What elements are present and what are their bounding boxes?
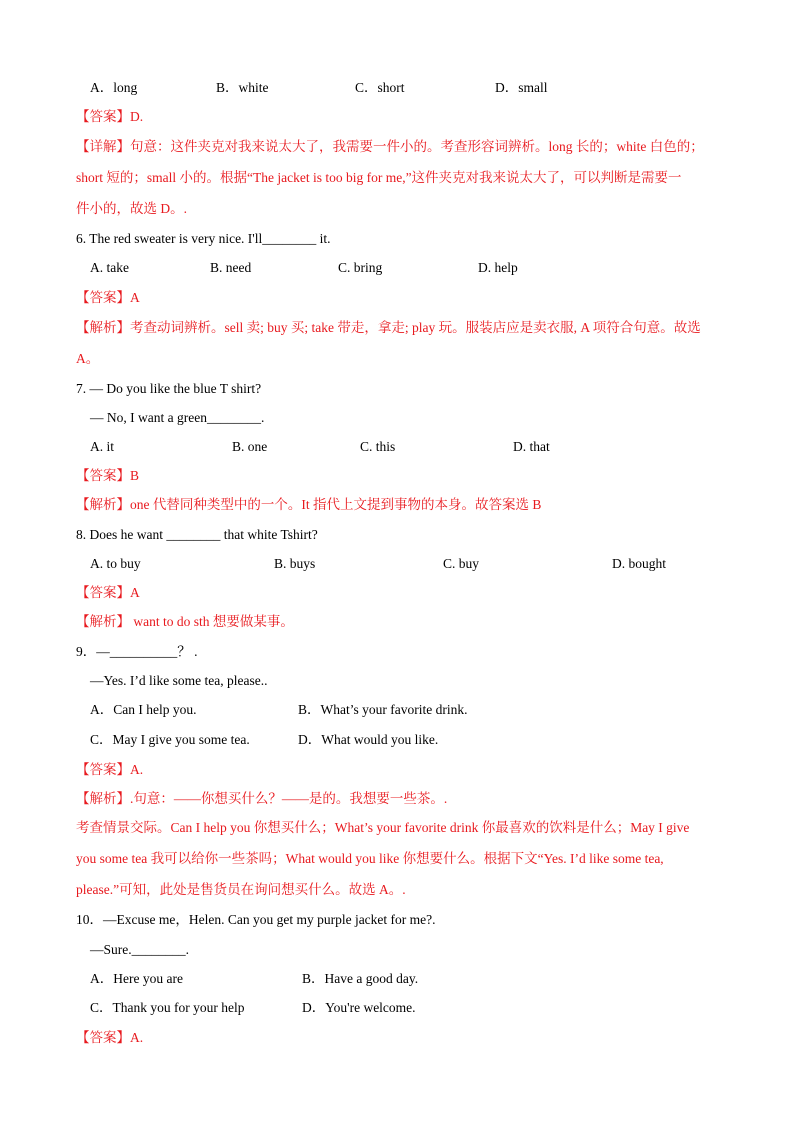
q9-stem-line-1: 9．—__________？ . bbox=[76, 644, 198, 659]
q7-stem-line-2: — No, I want a green________. bbox=[90, 410, 265, 425]
q9-stem-line-2: —Yes. I’d like some tea, please.. bbox=[90, 673, 268, 688]
q5-answer: 【答案】D. bbox=[76, 109, 144, 124]
q9-explain-line-2: 考查情景交际。Can I help you 你想买什么；What’s your favorite drink 你最喜欢的饮料是什么；May I give bbox=[76, 820, 690, 835]
q5-option-a: A．long bbox=[90, 80, 138, 95]
q5-option-b: B．white bbox=[216, 80, 269, 95]
q9-answer: 【答案】A. bbox=[76, 762, 144, 777]
q9-option-d: D．What would you like. bbox=[298, 732, 439, 747]
q5-explain-line-3: 件小的，故选 D。. bbox=[76, 201, 187, 216]
q8-stem: 8. Does he want ________ that white Tshirt? bbox=[76, 527, 318, 542]
q6-option-b: B. need bbox=[210, 260, 252, 275]
q10-answer: 【答案】A. bbox=[76, 1030, 144, 1045]
q7-option-b: B. one bbox=[232, 439, 268, 454]
q7-answer: 【答案】B bbox=[76, 468, 140, 483]
q7-option-a: A. it bbox=[90, 439, 115, 454]
q8-option-a: A. to buy bbox=[90, 556, 141, 571]
q8-option-b: B. buys bbox=[274, 556, 316, 571]
q8-option-d: D. bought bbox=[612, 556, 666, 571]
q6-option-a: A. take bbox=[90, 260, 129, 275]
q6-option-c: C. bring bbox=[338, 260, 383, 275]
q8-explain-line-1: 【解析】 want to do sth 想要做某事。 bbox=[76, 614, 294, 629]
q8-option-c: C. buy bbox=[443, 556, 480, 571]
q10-option-b: B．Have a good day. bbox=[302, 971, 419, 986]
q5-option-d: D．small bbox=[495, 80, 548, 95]
q9-option-a: A．Can I help you. bbox=[90, 702, 197, 717]
q10-option-c: C．Thank you for your help bbox=[90, 1000, 245, 1015]
q9-option-c: C．May I give you some tea. bbox=[90, 732, 250, 747]
q9-explain-line-4: please.”可知，此处是售货员在询问想买什么。故选 A。. bbox=[76, 882, 406, 897]
q10-stem-line-1: 10．—Excuse me，Helen. Can you get my purple jacket for me?. bbox=[76, 912, 436, 927]
q9-explain-line-1: 【解析】.句意：——你想买什么？——是的。我想要一些茶。. bbox=[76, 791, 448, 806]
q7-explain-line-1: 【解析】one 代替同种类型中的一个。It 指代上文提到事物的本身。故答案选 B bbox=[76, 497, 542, 512]
q10-option-a: A．Here you are bbox=[90, 971, 183, 986]
q6-answer: 【答案】A bbox=[76, 290, 140, 305]
q7-option-c: C. this bbox=[360, 439, 396, 454]
q9-option-b: B．What’s your favorite drink. bbox=[298, 702, 468, 717]
q5-explain-line-2: short 短的；small 小的。根据“The jacket is too big for me,”这件夹克对我来说太大了，可以判断是需要一 bbox=[76, 170, 682, 185]
q7-option-d: D. that bbox=[513, 439, 550, 454]
q10-stem-line-2: —Sure.________. bbox=[90, 942, 189, 957]
q5-explain-line-1: 【详解】句意：这件夹克对我来说太大了，我需要一件小的。考查形容词辨析。long 长的；white 白色的； bbox=[76, 139, 704, 154]
q6-option-d: D. help bbox=[478, 260, 518, 275]
q5-option-c: C．short bbox=[355, 80, 405, 95]
q6-stem: 6. The red sweater is very nice. I'll________ it. bbox=[76, 231, 331, 246]
q7-stem-line-1: 7. — Do you like the blue T shirt? bbox=[76, 381, 262, 396]
q6-explain-line-1: 【解析】考查动词辨析。sell 卖; buy 买; take 带走，拿走; play 玩。服装店应是卖衣服, A 项符合句意。故选 bbox=[76, 320, 701, 335]
q9-explain-line-3: you some tea 我可以给你一些茶吗；What would you like 你想要什么。根据下文“Yes. I’d like some tea, bbox=[76, 851, 664, 866]
q6-explain-line-2: A。 bbox=[76, 351, 100, 366]
q8-answer: 【答案】A bbox=[76, 585, 140, 600]
q10-option-d: D．You're welcome. bbox=[302, 1000, 416, 1015]
